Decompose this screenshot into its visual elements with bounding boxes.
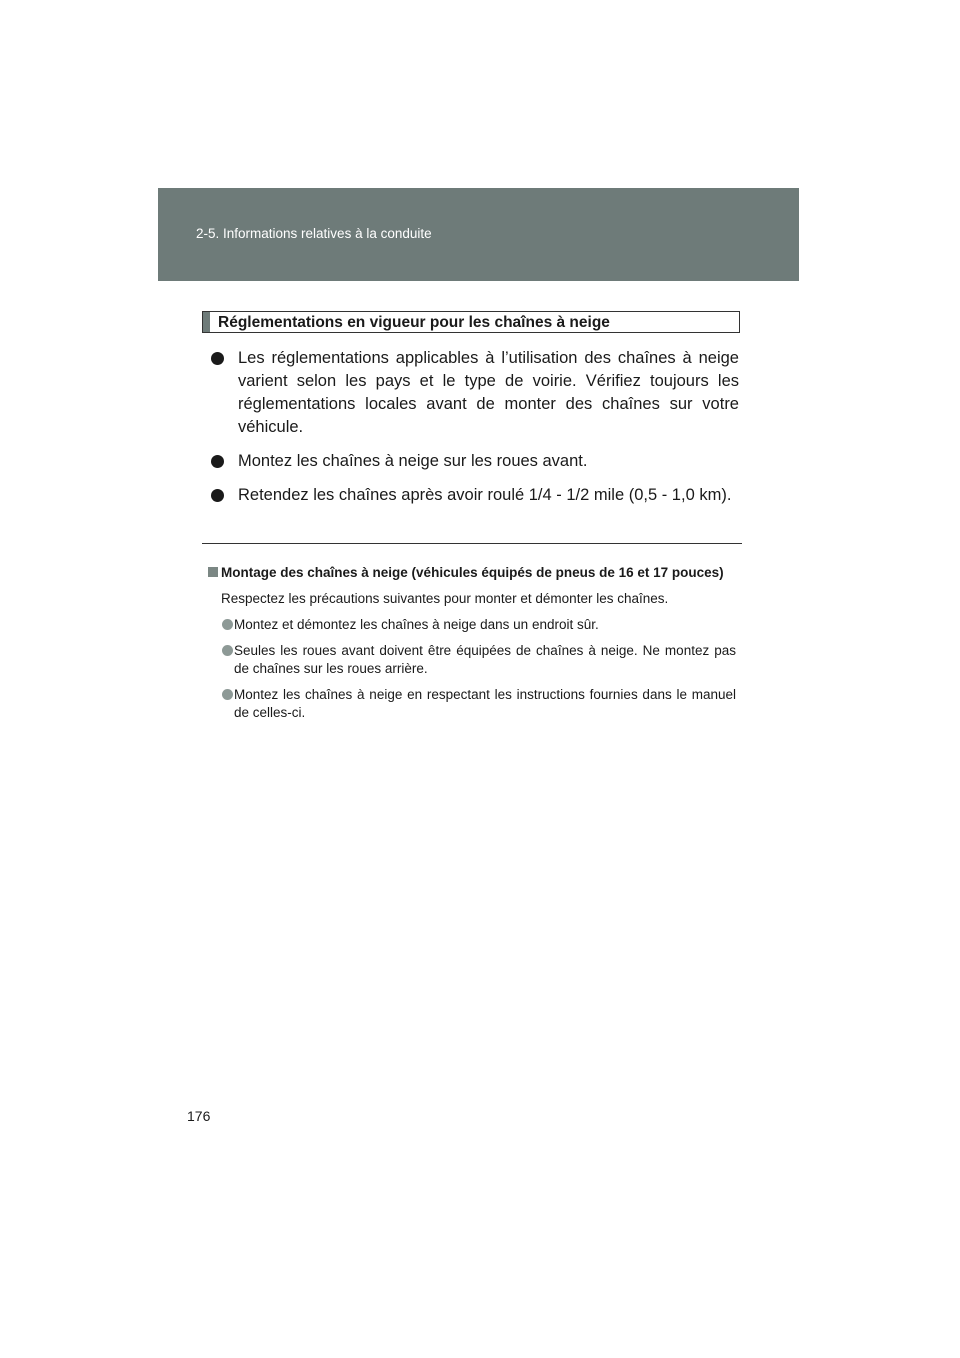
bullet-icon [211, 489, 224, 502]
square-bullet-icon [208, 567, 218, 577]
divider [202, 543, 742, 544]
section-title: Réglementations en vigueur pour les chaînes à neige [218, 314, 610, 331]
page-number: 176 [187, 1108, 211, 1124]
bullet-icon [222, 645, 233, 656]
note-item-text: Seules les roues avant doivent être équipées de chaînes à neige. Ne montez pas de chaînes sur les roues arrière. [234, 643, 736, 676]
bullet-icon [211, 352, 224, 365]
title-accent-bar [203, 312, 210, 332]
list-item-text: Retendez les chaînes après avoir roulé 1/4 - 1/2 mile (0,5 - 1,0 km). [238, 486, 732, 504]
list-item [208, 347, 739, 439]
section-breadcrumb: 2-5. Informations relatives à la conduite [196, 226, 432, 241]
note-item-text: Montez les chaînes à neige en respectant les instructions fournies dans le manuel de celles-ci. [234, 687, 736, 720]
list-item-text: Les réglementations applicables à l’utilisation des chaînes à neige varient selon les pays et le type de voirie. Vérifiez toujours les réglementations locales avant de monter des chaînes sur votre véhicule. [238, 349, 739, 436]
note-heading-text: Montage des chaînes à neige (véhicules équipés de pneus de 16 et 17 pouces) [221, 565, 724, 580]
note-item-text: Montez et démontez les chaînes à neige dans un endroit sûr. [234, 617, 599, 632]
note-heading [208, 564, 736, 582]
list-item [208, 450, 739, 473]
bullet-icon [222, 689, 233, 700]
note-item [208, 642, 736, 678]
section-title-box [202, 311, 740, 333]
note-item [208, 686, 736, 722]
list-item-text: Montez les chaînes à neige sur les roues avant. [238, 452, 588, 470]
header-band [158, 188, 799, 281]
list-item [208, 484, 739, 507]
note-intro: Respectez les précautions suivantes pour monter et démonter les chaînes. [221, 591, 669, 606]
note-item [208, 616, 736, 634]
bullet-icon [211, 455, 224, 468]
notes-section [208, 564, 736, 730]
main-bullet-list [208, 347, 739, 518]
bullet-icon [222, 619, 233, 630]
